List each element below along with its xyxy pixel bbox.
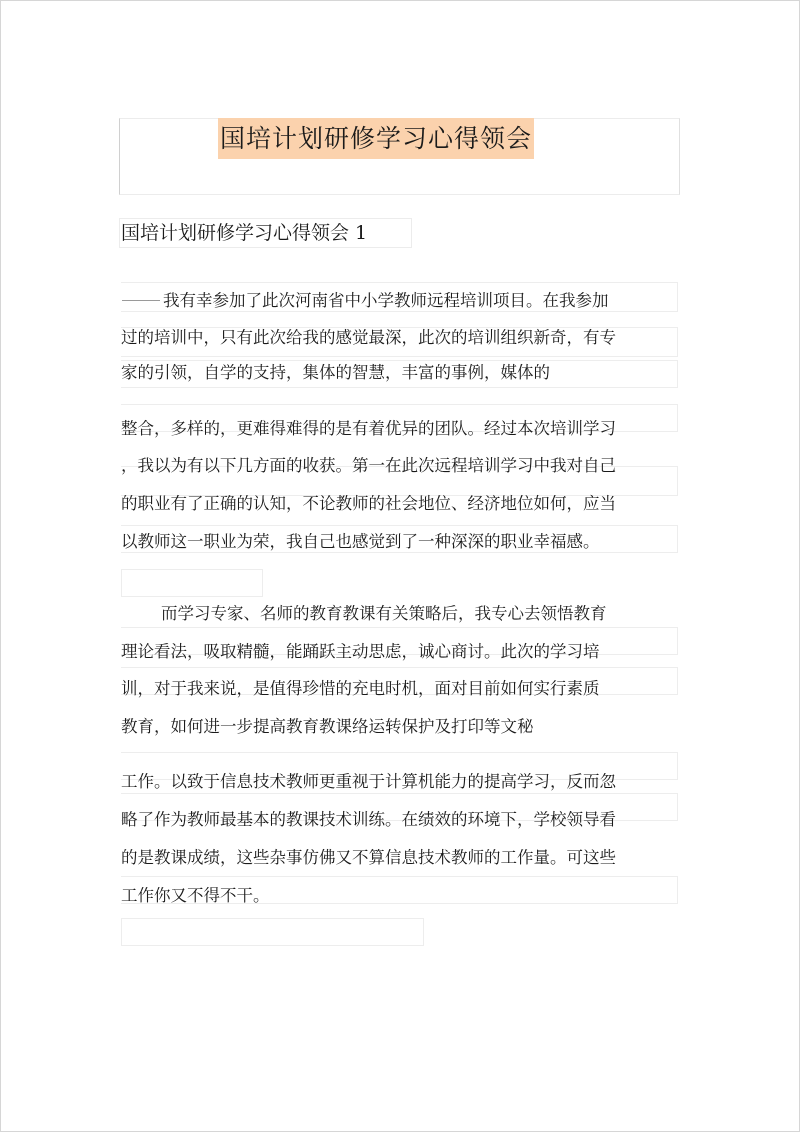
text-line: 训，对于我来说，是值得珍惜的充电时机，面对目前如何实行素质 bbox=[121, 679, 600, 698]
document-title: 国培计划研修学习心得领会 bbox=[218, 118, 534, 159]
text-line: 教育，如何进一步提高教育教课络运转保护及打印等文秘 bbox=[121, 717, 534, 736]
text-line: 家的引领，自学的支持，集体的智慧，丰富的事例，媒体的 bbox=[121, 363, 550, 382]
text-line: ，我以为有以下几方面的收获。第一在此次远程培训学习中我对自己 bbox=[121, 456, 616, 475]
line-frame bbox=[121, 569, 263, 597]
text-line: 而学习专家、名师的教育教课有关策略后，我专心去领悟教育 bbox=[161, 604, 607, 623]
text-line: 理论看法，吸取精髓，能踊跃主动思虑，诚心商讨。此次的学习培 bbox=[121, 642, 600, 661]
document-subtitle: 国培计划研修学习心得领会 1 bbox=[121, 222, 368, 244]
indent-rule bbox=[122, 300, 160, 301]
text-line: 的职业有了正确的认知，不论教师的社会地位、经济地位如何，应当 bbox=[121, 494, 616, 513]
text-line: 的是教课成绩，这些杂事仿佛又不算信息技术教师的工作量。可这些 bbox=[121, 848, 616, 867]
text-line: 工作。以致于信息技术教师更重视于计算机能力的提高学习，反而忽 bbox=[121, 772, 616, 791]
text-line: 我有幸参加了此次河南省中小学教师远程培训项目。在我参加 bbox=[163, 291, 609, 310]
text-line: 过的培训中，只有此次给我的感觉最深，此次的培训组织新奇，有专 bbox=[121, 328, 616, 347]
text-line: 略了作为教师最基本的教课技术训练。在绩效的环境下，学校领导看 bbox=[121, 810, 616, 829]
text-line: 整合，多样的，更难得难得的是有着优异的团队。经过本次培训学习 bbox=[121, 419, 616, 438]
text-line: 工作你又不得不干。 bbox=[121, 886, 270, 905]
line-frame bbox=[121, 918, 424, 946]
text-line: 以教师这一职业为荣，我自己也感觉到了一种深深的职业幸福感。 bbox=[121, 532, 600, 551]
